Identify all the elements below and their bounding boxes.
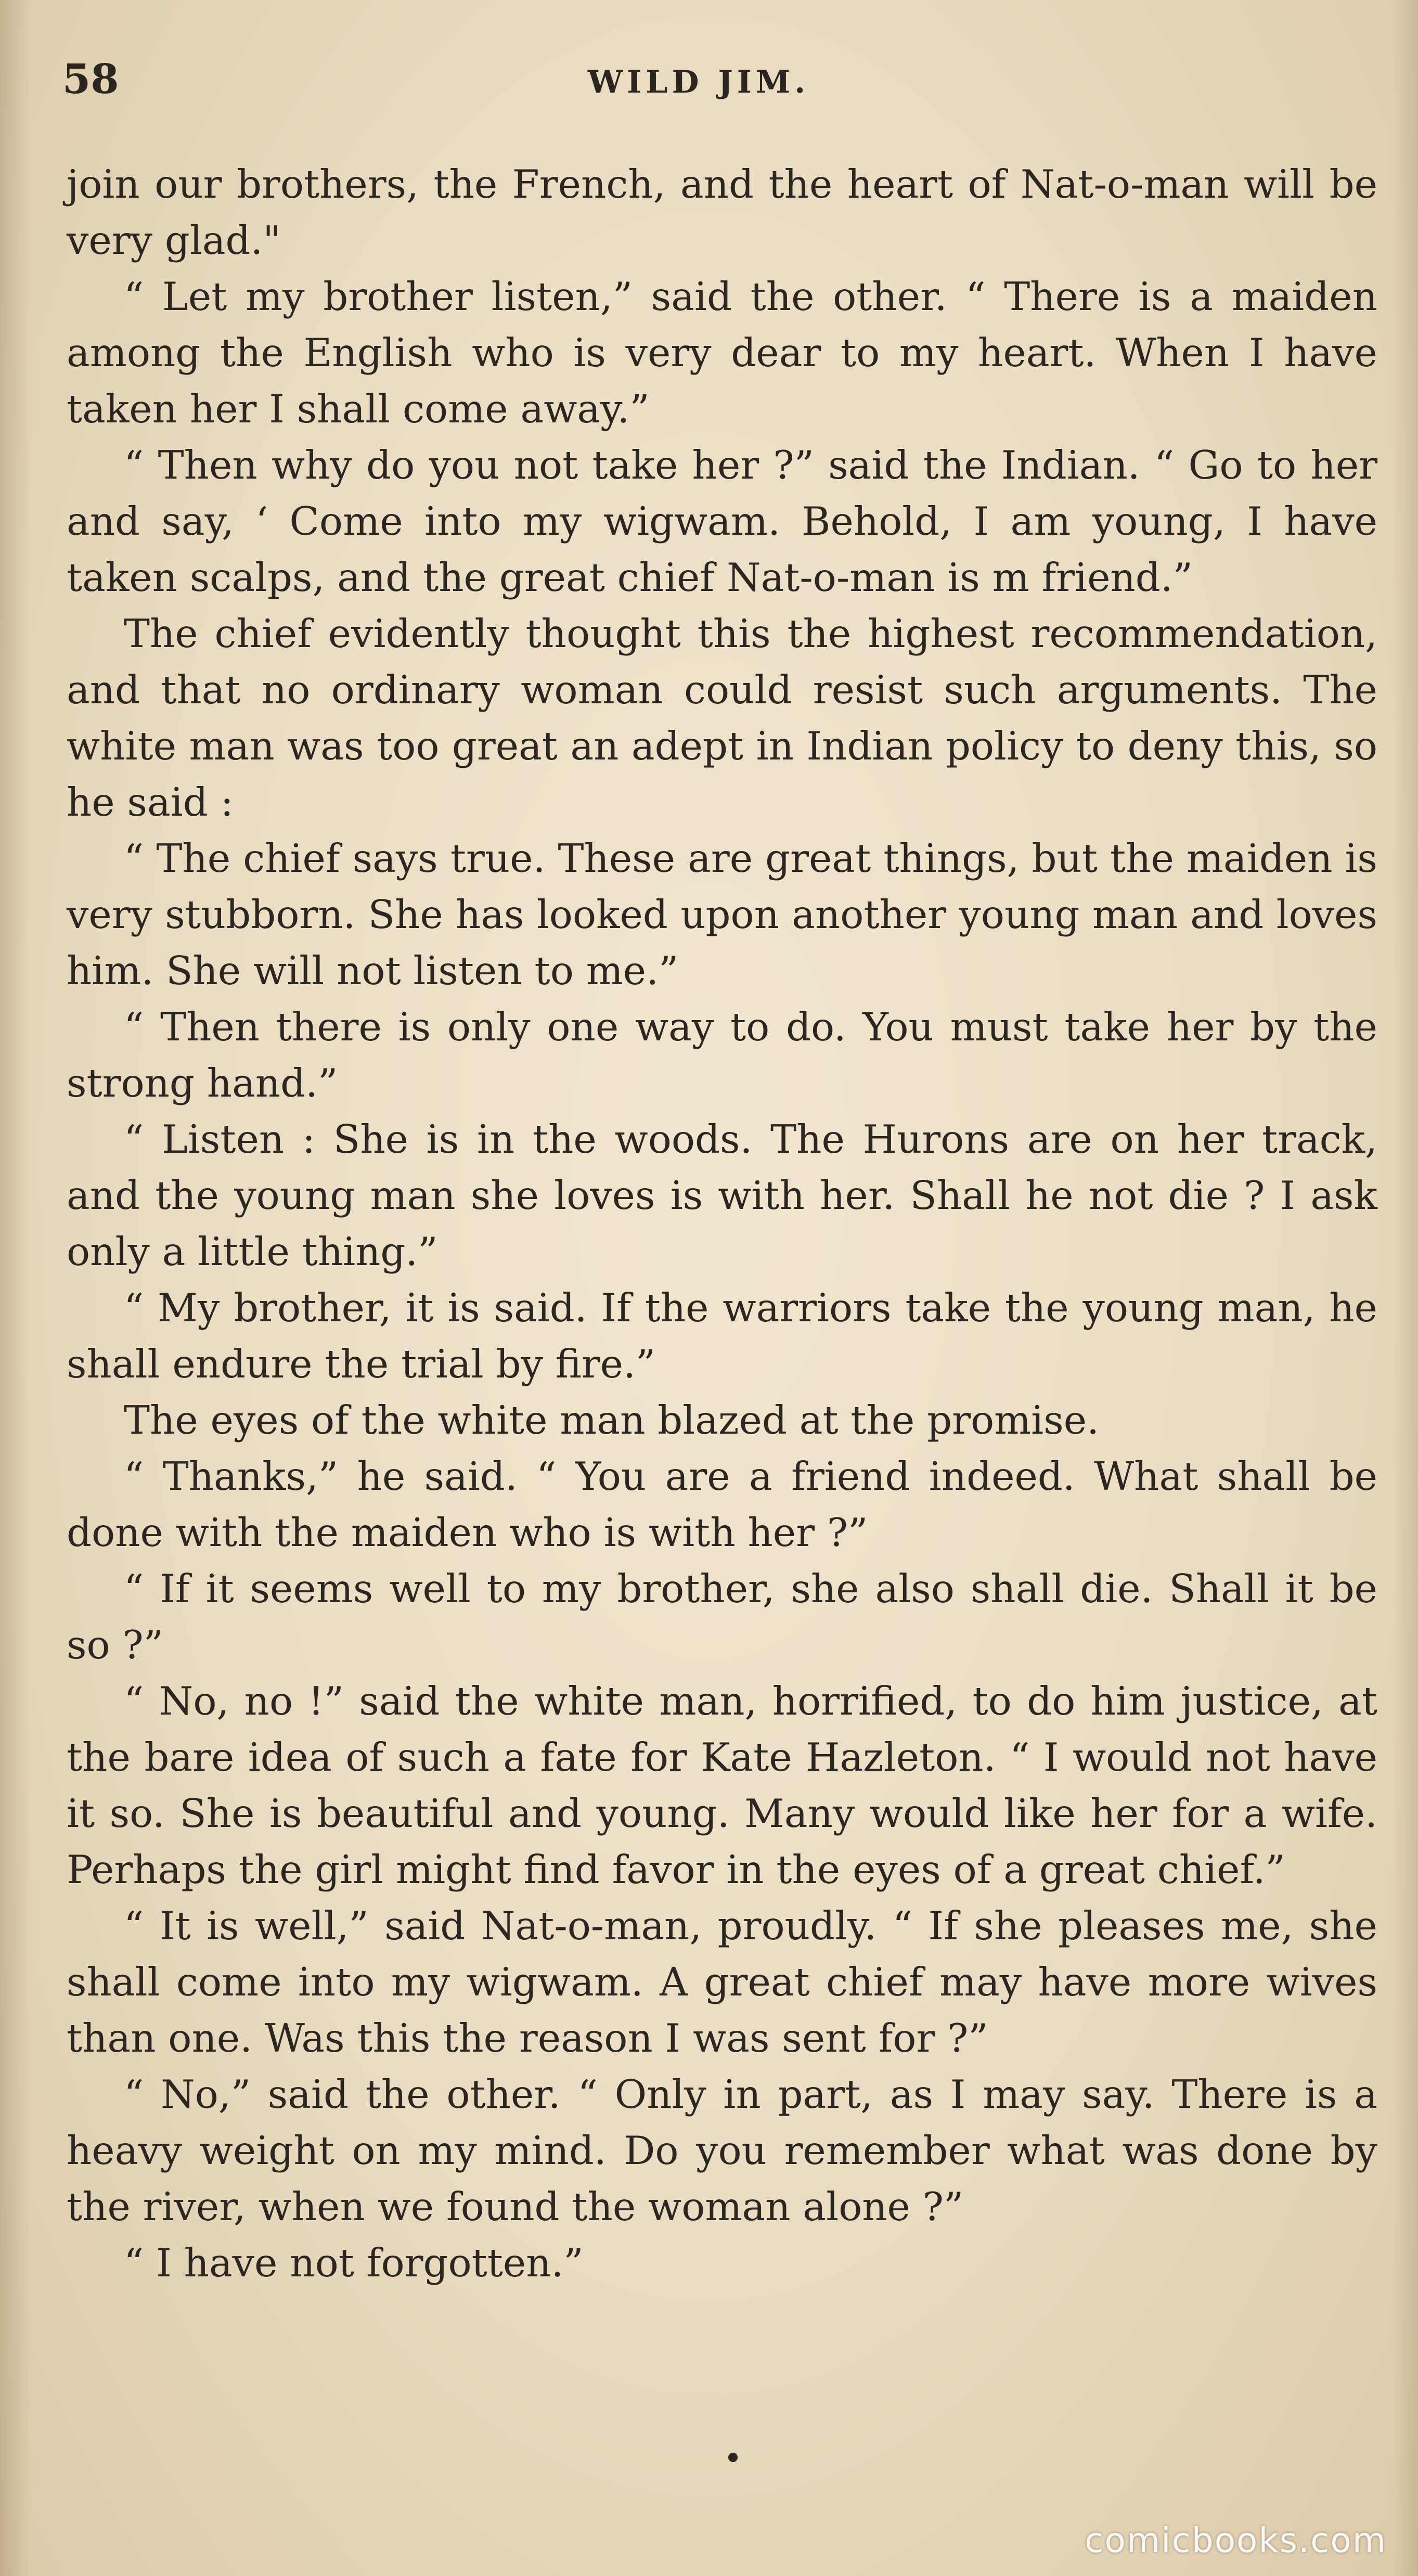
paragraph: join our brothers, the French, and the heart of Nat-o-man will be very glad." <box>67 161 1377 263</box>
paragraph: “ I have not forgotten.” <box>124 2240 584 2286</box>
paragraph: “ No, no !” said the white man, horrified, to do him justice, at the bare idea of such a fate for Kate Hazleton. “ I would not have it so. She is beautiful and young. Many would like her for a wife. Perhaps the girl might find favor in the eyes of a great chief.” <box>67 1678 1377 1892</box>
paragraph: “ Then why do you not take her ?” said the Indian. “ Go to her and say, ‘ Come into my wigwam. Behold, I am young, I have taken scalps, and the great chief Nat-o-man is m friend.” <box>67 442 1377 600</box>
paragraph: “ It is well,” said Nat-o-man, proudly. “ If she pleases me, she shall come into my wigwam. A great chief may have more wives than one. Was this the reason I was sent for ?” <box>67 1903 1377 2061</box>
page-header <box>62 56 1335 103</box>
paragraph: “ Listen : She is in the woods. The Hurons are on her track, and the young man she loves is with her. Shall he not die ? I ask only a little thing.” <box>67 1116 1377 1274</box>
paragraph: The chief evidently thought this the highest recommendation, and that no ordinary woman could resist such arguments. The white man was too great an adept in Indian policy to deny this, so he said : <box>67 611 1377 825</box>
paragraph: “ No,” said the other. “ Only in part, as I may say. There is a heavy weight on my mind. Do you remember what was done by the river, when we found the woman alone ?” <box>67 2071 1377 2230</box>
paragraph: “ My brother, it is said. If the warriors take the young man, he shall endure the trial by fire.” <box>67 1285 1377 1387</box>
running-head: WILD JIM. <box>587 64 810 100</box>
paragraph: “ If it seems well to my brother, she also shall die. Shall it be so ?” <box>67 1566 1377 1668</box>
paragraph: “ Let my brother listen,” said the other. “ There is a maiden among the English who is very dear to my heart. When I have taken her I shall come away.” <box>67 274 1377 432</box>
printer-mark-dot <box>728 2453 738 2462</box>
paragraph: “ The chief says true. These are great things, but the maiden is very stubborn. She has looked upon another young man and loves him. She will not listen to me.” <box>67 835 1377 994</box>
paragraph: “ Then there is only one way to do. You must take her by the strong hand.” <box>67 1004 1377 1106</box>
body-text <box>67 156 1377 2291</box>
paragraph: “ Thanks,” he said. “ You are a friend indeed. What shall be done with the maiden who is with her ?” <box>67 1453 1377 1555</box>
page-number: 58 <box>62 56 119 103</box>
watermark: comicbooks.com <box>1085 2520 1387 2560</box>
paragraph: The eyes of the white man blazed at the promise. <box>124 1397 1099 1443</box>
